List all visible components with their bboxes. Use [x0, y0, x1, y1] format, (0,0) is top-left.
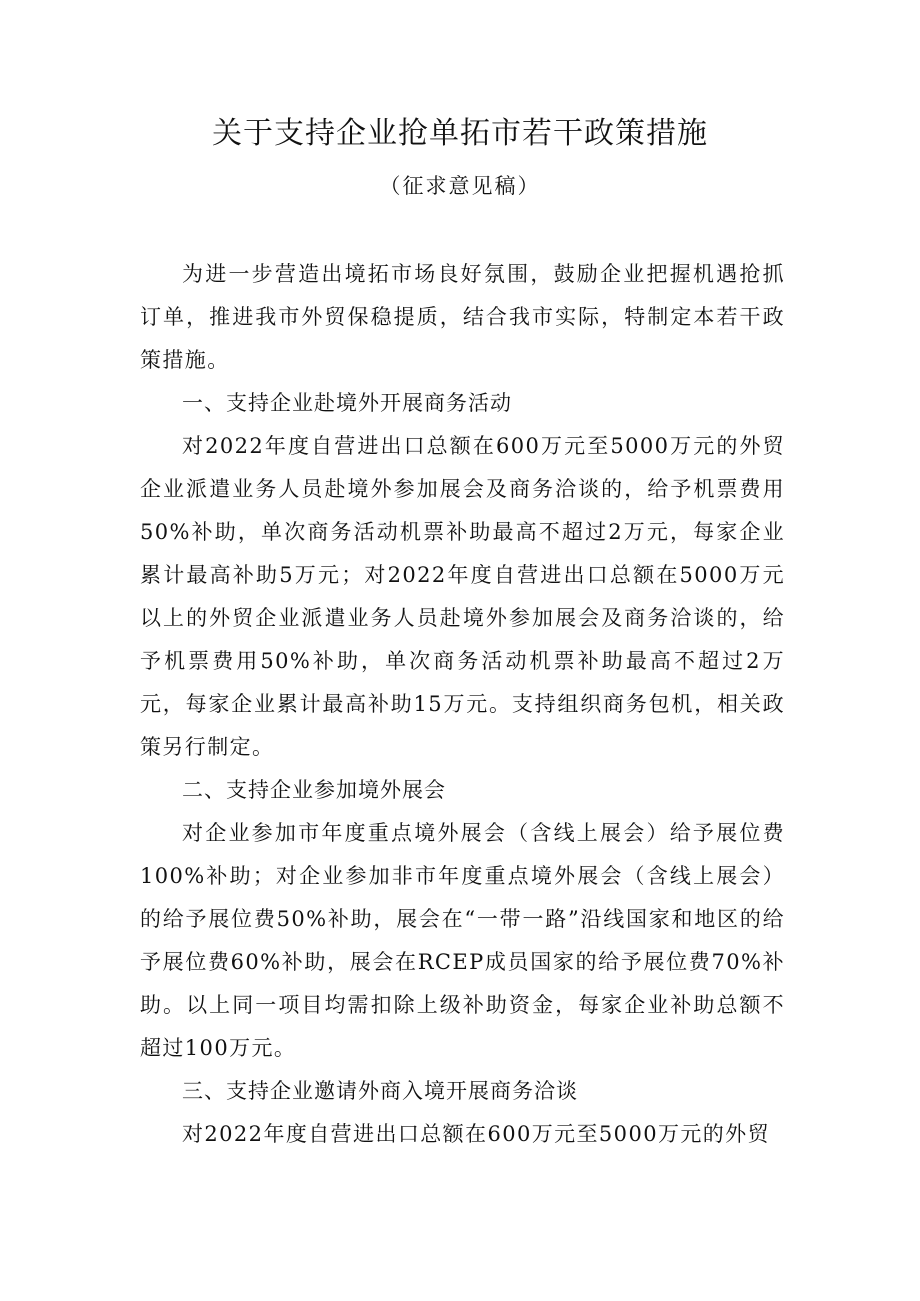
intro-paragraph: 为进一步营造出境拓市场良好氛围，鼓励企业把握机遇抢抓订单，推进我市外贸保稳提质，结合我市实际，特制定本若干政策措施。	[140, 262, 785, 372]
document-subtitle: （征求意见稿）	[379, 174, 541, 198]
section-heading-2: 二、支持企业参加境外展会	[182, 778, 446, 802]
document-title: 关于支持企业抢单拓市若干政策措施	[212, 116, 708, 151]
section-paragraph-2: 对企业参加市年度重点境外展会（含线上展会）给予展位费100%补助；对企业参加非市年度重点境外展会（含线上展会）的给予展位费50%补助，展会在“一带一路”沿线国家和地区的给予展位费60%补助，展会在RCEP成员国家的给予展位费70%补助。以上同一项目均需扣除上级补助资金，每家企业补助总额不超过100万元。	[140, 821, 785, 1060]
section-paragraph-3: 对2022年度自营进出口总额在600万元至5000万元的外贸	[182, 1122, 770, 1146]
section-heading-3: 三、支持企业邀请外商入境开展商务洽谈	[182, 1079, 578, 1103]
section-paragraph-1: 对2022年度自营进出口总额在600万元至5000万元的外贸企业派遣业务人员赴境外参加展会及商务洽谈的，给予机票费用50%补助，单次商务活动机票补助最高不超过2万元，每家企业累计最高补助5万元；对2022年度自营进出口总额在5000万元以上的外贸企业派遣业务人员赴境外参加展会及商务洽谈的，给予机票费用50%补助，单次商务活动机票补助最高不超过2万元，每家企业累计最高补助15万元。支持组织商务包机，相关政策另行制定。	[140, 434, 785, 759]
section-heading-1: 一、支持企业赴境外开展商务活动	[182, 391, 512, 415]
document-body	[140, 253, 785, 1156]
